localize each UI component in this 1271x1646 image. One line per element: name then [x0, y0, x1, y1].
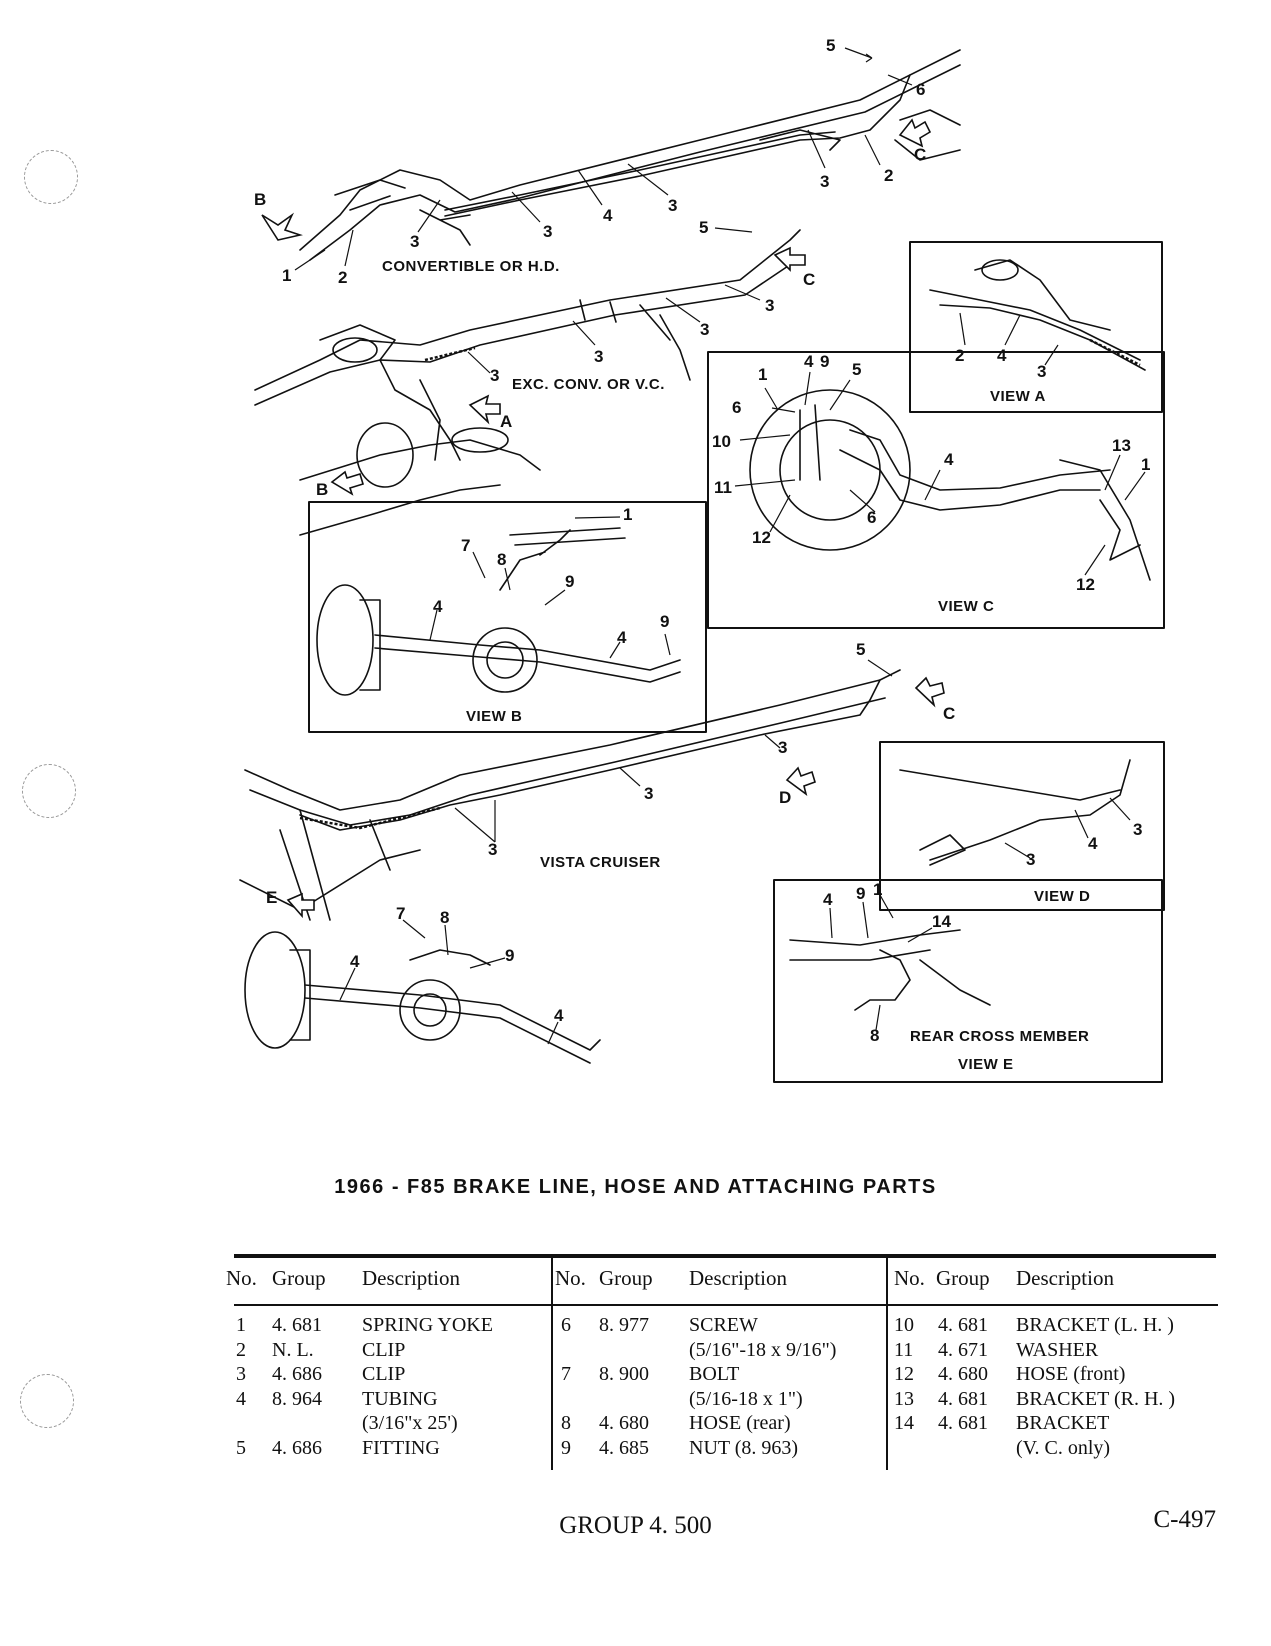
- callout-3: 3: [1037, 362, 1047, 381]
- callout-3: 3: [765, 296, 775, 315]
- callout-11: 11: [714, 478, 732, 497]
- header-description: Description: [689, 1266, 787, 1290]
- callout-4: 4: [433, 597, 443, 616]
- callout-3: 3: [644, 784, 654, 803]
- callout-1: 1: [1141, 455, 1151, 474]
- header-rule: [234, 1304, 551, 1306]
- callout-6: 6: [867, 508, 877, 527]
- table-row: (5/16"-18 x 9/16"): [689, 1338, 837, 1361]
- callout-14: 14: [932, 912, 951, 931]
- callout-3: 3: [488, 840, 498, 859]
- callout-3: 3: [490, 366, 500, 385]
- label-vista-cruiser: VISTA CRUISER: [540, 854, 661, 871]
- arrow-letter-d: D: [779, 788, 792, 807]
- callout-3: 3: [543, 222, 553, 241]
- callout-3: 3: [820, 172, 830, 191]
- table-row: 1 4. 681 SPRING YOKE: [236, 1314, 493, 1336]
- header-rule: [888, 1304, 1218, 1306]
- header-description: Description: [1016, 1266, 1114, 1290]
- arrow-letter-c: C: [943, 704, 956, 723]
- label-view-a: VIEW A: [990, 388, 1046, 405]
- header-group: Group: [272, 1266, 326, 1290]
- callout-4: 4: [1088, 834, 1098, 853]
- callout-8: 8: [497, 550, 507, 569]
- label-view-d: VIEW D: [1034, 888, 1091, 905]
- callout-2: 2: [338, 268, 348, 287]
- callout-13: 13: [1112, 436, 1131, 455]
- table-row: 2 N. L. CLIP: [236, 1338, 406, 1361]
- callout-8: 8: [440, 908, 450, 927]
- header-no: No.: [555, 1266, 586, 1290]
- footer-group-number: GROUP 4. 500: [559, 1512, 712, 1539]
- callout-3: 3: [410, 232, 420, 251]
- table-row: 8 4. 680 HOSE (rear): [561, 1412, 791, 1434]
- figure-caption: 1966 - F85 BRAKE LINE, HOSE AND ATTACHING PARTS: [334, 1176, 937, 1198]
- table-row: 11 4. 671 WASHER: [894, 1338, 1099, 1361]
- callout-1: 1: [282, 266, 292, 285]
- arrow-letter-c: C: [803, 270, 816, 289]
- callout-4: 4: [617, 628, 627, 647]
- table-row: 14 4. 681 BRACKET: [894, 1412, 1110, 1434]
- callout-3: 3: [1133, 820, 1143, 839]
- header-rule: [553, 1304, 888, 1306]
- table-row: 3 4. 686 CLIP: [236, 1363, 406, 1385]
- callout-1: 1: [873, 880, 883, 899]
- callout-3: 3: [594, 347, 604, 366]
- callout-4: 4: [823, 890, 833, 909]
- callout-5: 5: [856, 640, 866, 659]
- callout-7: 7: [461, 536, 471, 555]
- callout-2: 2: [955, 346, 965, 365]
- callout-9: 9: [856, 884, 866, 903]
- table-row: 12 4. 680 HOSE (front): [894, 1363, 1126, 1385]
- label-view-b: VIEW B: [466, 708, 523, 725]
- callout-1: 1: [758, 365, 768, 384]
- callout-2: 2: [884, 166, 894, 185]
- callout-6: 6: [916, 80, 926, 99]
- callout-12: 12: [752, 528, 771, 547]
- callout-4: 4: [350, 952, 360, 971]
- callout-3: 3: [668, 196, 678, 215]
- callout-4: 4: [603, 206, 613, 225]
- callout-9: 9: [820, 352, 830, 371]
- callout-1: 1: [623, 505, 633, 524]
- callout-5: 5: [699, 218, 709, 237]
- table-column: [886, 1258, 1218, 1470]
- table-row: 5 4. 686 FITTING: [236, 1436, 440, 1459]
- table-row: (V. C. only): [1016, 1436, 1111, 1459]
- label-view-e: VIEW E: [958, 1056, 1014, 1073]
- table-row: (5/16-18 x 1"): [689, 1387, 803, 1410]
- header-no: No.: [894, 1266, 925, 1290]
- callout-5: 5: [852, 360, 862, 379]
- table-row: 4 8. 964 TUBING: [236, 1387, 438, 1410]
- callout-9: 9: [660, 612, 670, 631]
- callout-3: 3: [1026, 850, 1036, 869]
- callout-3: 3: [700, 320, 710, 339]
- label-exc-conv: EXC. CONV. OR V.C.: [512, 376, 665, 393]
- table-row: 6 8. 977 SCREW: [561, 1314, 758, 1336]
- label-rear-cross-member: REAR CROSS MEMBER: [910, 1028, 1090, 1045]
- callout-4: 4: [997, 346, 1007, 365]
- callout-7: 7: [396, 904, 406, 923]
- table-row: 7 8. 900 BOLT: [561, 1363, 740, 1385]
- callout-10: 10: [712, 432, 731, 451]
- footer-page-number: C-497: [1153, 1506, 1216, 1533]
- header-no: No.: [226, 1266, 257, 1290]
- callout-9: 9: [505, 946, 515, 965]
- label-convertible: CONVERTIBLE OR H.D.: [382, 258, 560, 275]
- header-group: Group: [599, 1266, 653, 1290]
- table-column: [551, 1258, 888, 1470]
- arrow-letter-e: E: [266, 888, 278, 907]
- binder-hole: [20, 1374, 74, 1428]
- header-description: Description: [362, 1266, 460, 1290]
- callout-4: 4: [804, 352, 814, 371]
- callout-4: 4: [554, 1006, 564, 1025]
- callout-4: 4: [944, 450, 954, 469]
- callout-3: 3: [778, 738, 788, 757]
- arrow-letter-a: A: [500, 412, 513, 431]
- callout-6: 6: [732, 398, 742, 417]
- callout-5: 5: [826, 36, 836, 55]
- callout-9: 9: [565, 572, 575, 591]
- table-row: 10 4. 681 BRACKET (L. H. ): [894, 1314, 1174, 1336]
- table-column: [226, 1258, 551, 1470]
- arrow-letter-c: C: [914, 145, 927, 164]
- table-row: 9 4. 685 NUT (8. 963): [561, 1436, 799, 1459]
- arrow-letter-b: B: [316, 480, 329, 499]
- label-view-c: VIEW C: [938, 598, 995, 615]
- callout-8: 8: [870, 1026, 880, 1045]
- header-group: Group: [936, 1266, 990, 1290]
- table-row: (3/16"x 25'): [362, 1412, 458, 1434]
- callout-12: 12: [1076, 575, 1095, 594]
- arrow-letter-b: B: [254, 190, 267, 209]
- table-row: 13 4. 681 BRACKET (R. H. ): [894, 1387, 1176, 1410]
